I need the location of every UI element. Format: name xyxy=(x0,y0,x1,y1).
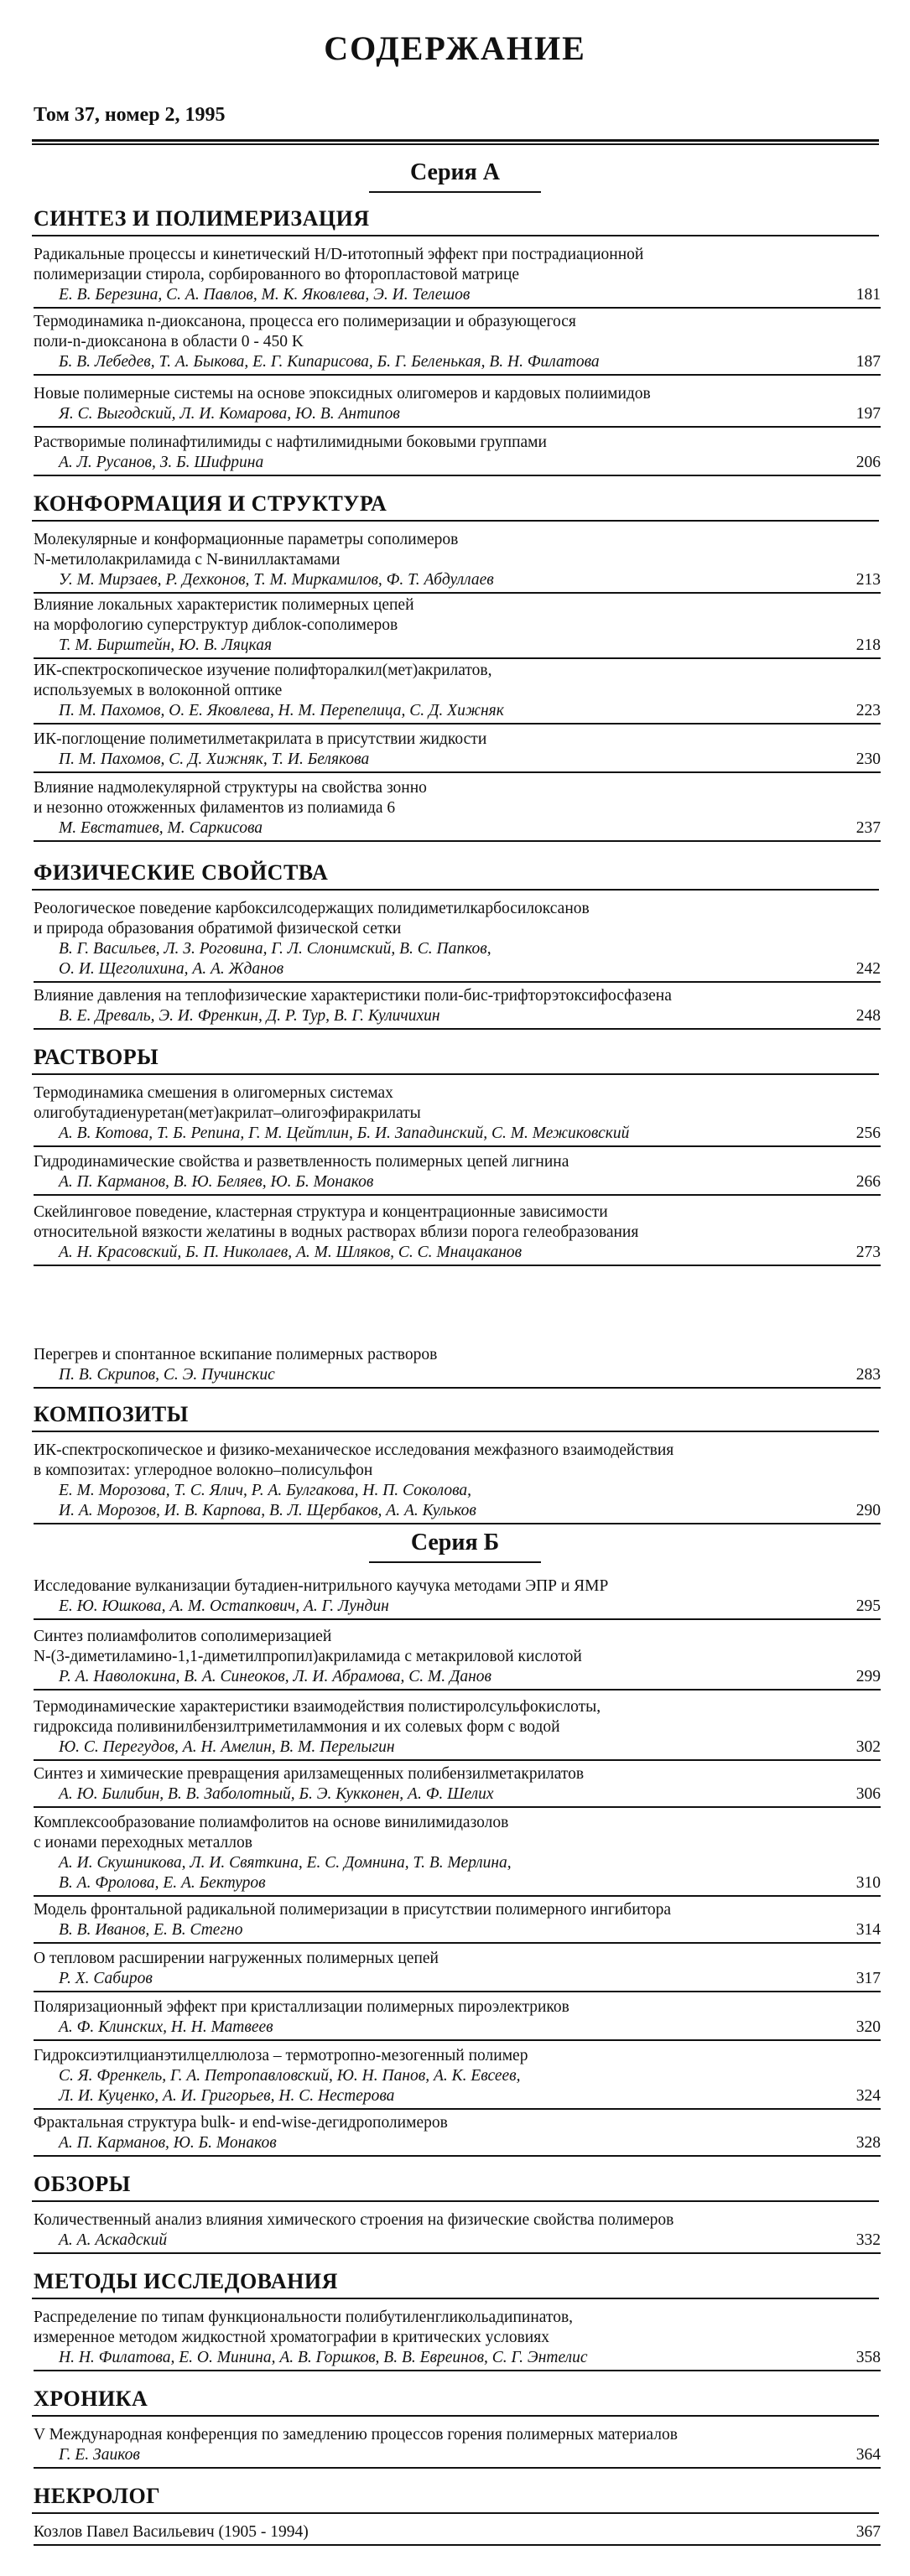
article-page: 248 xyxy=(855,1007,881,1025)
article-page: 213 xyxy=(855,571,881,589)
toc-entry xyxy=(34,1576,881,1617)
entry-underline xyxy=(34,1895,881,1897)
toc-entry xyxy=(34,530,881,590)
toc-entry xyxy=(34,245,881,305)
entry-underline xyxy=(34,426,881,428)
article-title: Влияние локальных характеристик полимерных цепей на морфологию суперструктур диблок-сополимеров xyxy=(34,596,414,634)
entry-underline xyxy=(34,2252,881,2254)
toc-entry xyxy=(34,384,881,424)
toc-entry xyxy=(34,2210,881,2251)
article-authors: Я. С. Выгодский, Л. И. Комарова, Ю. В. Антипов xyxy=(59,405,400,423)
entry-underline xyxy=(34,1387,881,1389)
article-authors: Ю. С. Перегудов, А. Н. Амелин, В. М. Перелыгин xyxy=(59,1738,395,1756)
toc-entry xyxy=(34,1697,881,1758)
article-title: Комплексообразование полиамфолитов на основе винилимидазолов с ионами переходных металлов xyxy=(34,1814,509,1852)
article-title: Скейлинговое поведение, кластерная структура и концентрационные зависимости относительной вязкости желатины в водных растворах вблизи порога гелеобразования xyxy=(34,1203,639,1241)
entry-underline xyxy=(34,2155,881,2157)
article-page: 306 xyxy=(855,1785,881,1803)
toc-entry xyxy=(34,1949,881,1989)
section-rule xyxy=(32,1073,879,1075)
entry-underline xyxy=(34,307,881,309)
toc-entry xyxy=(34,595,881,656)
section-heading-conformation: КОНФОРМАЦИЯ И СТРУКТУРА xyxy=(34,491,387,516)
article-page: 181 xyxy=(855,286,881,304)
article-page: 328 xyxy=(855,2134,881,2152)
entry-underline xyxy=(34,1028,881,1030)
article-title: Распределение по типам функциональности полибутиленгликольадипинатов, измеренное методом жидкостной хроматографии в критических условиях xyxy=(34,2309,574,2346)
article-title: ИК-спектроскопическое и физико-механическое исследования межфазного взаимодействия в композитах: углеродное волокно–полисульфон xyxy=(34,1441,674,1479)
toc-entry xyxy=(34,730,881,770)
article-authors: С. Я. Френкель, Г. А. Петропавловский, Ю. Н. Панов, А. К. Евсеев, Л. И. Куценко, А. И. Григорьев, Н. С. Нестерова xyxy=(59,2067,521,2105)
toc-entry xyxy=(34,1083,881,1144)
toc-entry xyxy=(34,2308,881,2368)
entry-underline xyxy=(34,2039,881,2041)
section-heading-physical: ФИЗИЧЕСКИЕ СВОЙСТВА xyxy=(34,860,329,885)
entry-underline xyxy=(34,1194,881,1196)
article-page: 295 xyxy=(855,1597,881,1615)
entry-underline xyxy=(34,1523,881,1524)
article-authors: А. В. Котова, Т. Б. Репина, Г. М. Цейтлин, Б. И. Западинский, С. М. Межиковский xyxy=(59,1124,630,1142)
article-title: Модель фронтальной радикальной полимеризации в присутствии полимерного ингибитора xyxy=(34,1901,672,1919)
entry-underline xyxy=(34,2370,881,2371)
section-rule xyxy=(32,2298,879,2299)
toc-entry xyxy=(34,312,881,372)
section-rule xyxy=(32,2200,879,2202)
toc-entry xyxy=(34,2046,881,2106)
section-heading-chronicle: ХРОНИКА xyxy=(34,2386,148,2411)
entry-underline xyxy=(34,1759,881,1761)
section-heading-synthesis: СИНТЕЗ И ПОЛИМЕРИЗАЦИЯ xyxy=(34,206,370,231)
toc-entry xyxy=(34,433,881,473)
article-page: 187 xyxy=(855,353,881,371)
article-title: ИК-спектроскопическое изучение полифторалкил(мет)акрилатов, используемых в волоконной оптике xyxy=(34,662,492,699)
article-page: 332 xyxy=(855,2231,881,2249)
toc-entry xyxy=(34,2522,881,2542)
article-page: 320 xyxy=(855,2018,881,2036)
issue-info: Том 37, номер 2, 1995 xyxy=(34,104,226,126)
entry-underline xyxy=(34,1942,881,1944)
article-page: 273 xyxy=(855,1244,881,1261)
section-rule xyxy=(32,889,879,891)
section-heading-obituary: НЕКРОЛОГ xyxy=(34,2484,161,2508)
article-title: О тепловом расширении нагруженных полимерных цепей xyxy=(34,1950,439,1967)
article-page: 266 xyxy=(855,1173,881,1191)
article-page: 206 xyxy=(855,454,881,471)
article-page: 283 xyxy=(855,1366,881,1384)
article-authors: А. Ф. Клинских, Н. Н. Матвеев xyxy=(59,2018,273,2036)
article-title: Поляризационный эффект при кристаллизации полимерных пироэлектриков xyxy=(34,1998,569,2016)
article-authors: А. И. Скушникова, Л. И. Святкина, Е. С. Домнина, Т. В. Мерлина, В. А. Фролова, Е. А. Бектуров xyxy=(59,1854,512,1892)
article-page: 218 xyxy=(855,636,881,654)
article-page: 299 xyxy=(855,1668,881,1685)
article-title: Синтез полиамфолитов сополимеризацией N-(3-диметиламино-1,1-диметилпропил)акриламида с метакриловой кислотой xyxy=(34,1628,582,1665)
article-title: Молекулярные и конформационные параметры сополимеров N-метилолакриламида с N-виниллактамами xyxy=(34,531,459,569)
article-title: Гидроксиэтилцианэтилцеллюлоза – термотропно-мезогенный полимер xyxy=(34,2047,528,2064)
entry-underline xyxy=(34,723,881,724)
article-title: Гидродинамические свойства и разветвленность полимерных цепей лигнина xyxy=(34,1153,569,1171)
entry-underline xyxy=(34,981,881,983)
series-b-heading: Серия Б xyxy=(410,1530,500,1555)
toc-entry xyxy=(34,2113,881,2153)
page-title: СОДЕРЖАНИЕ xyxy=(324,29,586,67)
article-authors: Т. М. Бирштейн, Ю. В. Ляцкая xyxy=(59,636,273,654)
article-authors: У. М. Мирзаев, Р. Дехконов, Т. М. Миркамилов, Ф. Т. Абдуллаев xyxy=(59,571,494,589)
article-page: 230 xyxy=(855,750,881,768)
toc-entry xyxy=(34,1900,881,1940)
article-authors: Е. Ю. Юшкова, А. М. Остапкович, А. Г. Лундин xyxy=(59,1597,389,1615)
section-heading-solutions: РАСТВОРЫ xyxy=(34,1045,159,1069)
article-authors: Р. Х. Сабиров xyxy=(59,1970,153,1987)
article-authors: В. Е. Древаль, Э. И. Френкин, Д. Р. Тур, В. Г. Куличихин xyxy=(59,1007,440,1025)
article-title: Влияние давления на теплофизические характеристики поли-бис-трифторэтоксифосфазена xyxy=(34,987,672,1005)
article-page: 364 xyxy=(855,2446,881,2464)
entry-underline xyxy=(34,2544,881,2546)
section-heading-composites: КОМПОЗИТЫ xyxy=(34,1402,189,1426)
article-authors: М. Евстатиев, М. Саркисова xyxy=(59,819,263,837)
entry-underline xyxy=(34,592,881,594)
article-page: 302 xyxy=(855,1738,881,1756)
article-page: 367 xyxy=(855,2523,881,2541)
article-authors: П. М. Пахомов, О. Е. Яковлева, Н. М. Перепелица, С. Д. Хижняк xyxy=(59,702,504,719)
article-title: V Международная конференция по замедлению процессов горения полимерных материалов xyxy=(34,2426,678,2444)
article-page: 310 xyxy=(855,1874,881,1892)
entry-underline xyxy=(34,475,881,476)
article-page: 237 xyxy=(855,819,881,837)
entry-underline xyxy=(34,1265,881,1266)
article-title: Исследование вулканизации бутадиен-нитрильного каучука методами ЭПР и ЯМР xyxy=(34,1577,609,1595)
article-page: 324 xyxy=(855,2087,881,2105)
section-rule xyxy=(32,235,879,236)
article-authors: А. Ю. Билибин, В. В. Заболотный, Б. Э. Кукконен, А. Ф. Шелих xyxy=(59,1785,494,1803)
article-authors: А. Н. Красовский, Б. П. Николаев, А. М. Шляков, С. С. Мнацаканов xyxy=(59,1244,523,1261)
article-authors: В. Г. Васильев, Л. З. Роговина, Г. Л. Слонимский, В. С. Папков, О. И. Щеголихина, А. А. Жданов xyxy=(59,940,491,978)
entry-underline xyxy=(34,1618,881,1620)
article-title: Синтез и химические превращения арилзамещенных полибензилметакрилатов xyxy=(34,1765,585,1783)
article-title: Новые полимерные системы на основе эпоксидных олигомеров и кардовых полиимидов xyxy=(34,385,651,402)
toc-entry xyxy=(34,2425,881,2465)
entry-underline xyxy=(34,2467,881,2469)
article-authors: Е. М. Морозова, Т. С. Ялич, Р. А. Булгакова, Н. П. Соколова, И. А. Морозов, И. В. Карпова, В. Л. Щербаков, А. А. Кульков xyxy=(59,1482,476,1519)
section-rule xyxy=(32,520,879,522)
article-title: Термодинамические характеристики взаимодействия полистиролсульфокислоты, гидроксида поливинилбензилтриметиламмония и их солевых форм с водой xyxy=(34,1698,601,1736)
article-page: 223 xyxy=(855,702,881,719)
toc-entry xyxy=(34,1152,881,1192)
article-page: 358 xyxy=(855,2349,881,2366)
article-authors: А. Л. Русанов, З. Б. Шифрина xyxy=(59,454,264,471)
entry-underline xyxy=(34,1689,881,1690)
article-authors: А. П. Карманов, Ю. Б. Монаков xyxy=(59,2134,277,2152)
article-authors: Б. В. Лебедев, Т. А. Быкова, Е. Г. Кипарисова, Б. Г. Беленькая, В. Н. Филатова xyxy=(59,353,600,371)
article-authors: А. П. Карманов, В. Ю. Беляев, Ю. Б. Монаков xyxy=(59,1173,374,1191)
article-title: Козлов Павел Васильевич (1905 - 1994) xyxy=(34,2523,309,2541)
entry-underline xyxy=(34,1806,881,1808)
article-title: Влияние надмолекулярной структуры на свойства зонно и незонно отожженных филаментов из полиамида 6 xyxy=(34,779,427,817)
article-authors: Р. А. Наволокина, В. А. Синеоков, Л. И. Абрамова, С. М. Данов xyxy=(59,1668,491,1685)
series-a-underline xyxy=(369,191,541,193)
entry-underline xyxy=(34,1145,881,1147)
article-title: Фрактальная структура bulk- и end-wise-дегидрополимеров xyxy=(34,2114,448,2132)
series-b-underline xyxy=(369,1561,541,1563)
article-title: ИК-поглощение полиметилметакрилата в присутствии жидкости xyxy=(34,730,487,748)
article-authors: П. В. Скрипов, С. Э. Пучинскис xyxy=(59,1366,275,1384)
article-page: 256 xyxy=(855,1124,881,1142)
toc-entry xyxy=(34,778,881,839)
section-rule xyxy=(32,1431,879,1432)
article-title: Термодинамика n-диоксанона, процесса его полимеризации и образующегося поли-n-диоксанона в области 0 - 450 K xyxy=(34,313,576,351)
entry-underline xyxy=(34,840,881,842)
article-page: 242 xyxy=(855,960,881,978)
toc-entry xyxy=(34,1627,881,1687)
article-page: 314 xyxy=(855,1921,881,1939)
section-heading-reviews: ОБЗОРЫ xyxy=(34,2172,131,2196)
article-authors: П. М. Пахомов, С. Д. Хижняк, Т. И. Белякова xyxy=(59,750,370,768)
article-page: 197 xyxy=(855,405,881,423)
article-title: Реологическое поведение карбоксилсодержащих полидиметилкарбосилоксанов и природа образования обратимой физической сетки xyxy=(34,900,590,937)
article-authors: В. В. Иванов, Е. В. Стегно xyxy=(59,1921,243,1939)
entry-underline xyxy=(34,1991,881,1992)
article-page: 290 xyxy=(855,1502,881,1519)
entry-underline xyxy=(34,771,881,773)
article-authors: Е. В. Березина, С. А. Павлов, М. К. Яковлева, Э. И. Телешов xyxy=(59,286,471,304)
article-authors: Г. Е. Заиков xyxy=(59,2446,140,2464)
toc-entry xyxy=(34,1345,881,1385)
header-rule xyxy=(32,139,879,142)
article-title: Термодинамика смешения в олигомерных системах олигобутадиенуретан(мет)акрилат–олигоэфиракрилаты xyxy=(34,1084,421,1122)
section-rule xyxy=(32,2512,879,2514)
article-page: 317 xyxy=(855,1970,881,1987)
toc-entry xyxy=(34,899,881,979)
article-authors: Н. Н. Филатова, Е. О. Минина, А. В. Горшков, В. В. Евреинов, С. Г. Энтелис xyxy=(59,2349,588,2366)
section-heading-methods: МЕТОДЫ ИССЛЕДОВАНИЯ xyxy=(34,2269,338,2293)
toc-entry xyxy=(34,1202,881,1263)
article-title: Радикальные процессы и кинетический H/D-итотопный эффект при пострадиационной полимеризации стирола, сорбированного во фторопластовой матрице xyxy=(34,246,644,283)
header-rule-double xyxy=(32,143,879,145)
article-title: Количественный анализ влияния химического строения на физические свойства полимеров xyxy=(34,2211,674,2229)
article-authors: А. А. Аскадский xyxy=(59,2231,168,2249)
entry-underline xyxy=(34,2108,881,2110)
toc-entry xyxy=(34,661,881,721)
toc-entry xyxy=(34,1997,881,2038)
article-title: Перегрев и спонтанное вскипание полимерных растворов xyxy=(34,1346,438,1363)
toc-entry xyxy=(34,1764,881,1805)
toc-entry xyxy=(34,986,881,1026)
series-a-heading: Серия А xyxy=(409,159,501,185)
toc-entry xyxy=(34,1441,881,1521)
article-title: Растворимые полинафтилимиды с нафтилимидными боковыми группами xyxy=(34,434,547,451)
entry-underline xyxy=(34,657,881,659)
entry-underline xyxy=(34,374,881,376)
section-rule xyxy=(32,2415,879,2417)
toc-entry xyxy=(34,1813,881,1893)
